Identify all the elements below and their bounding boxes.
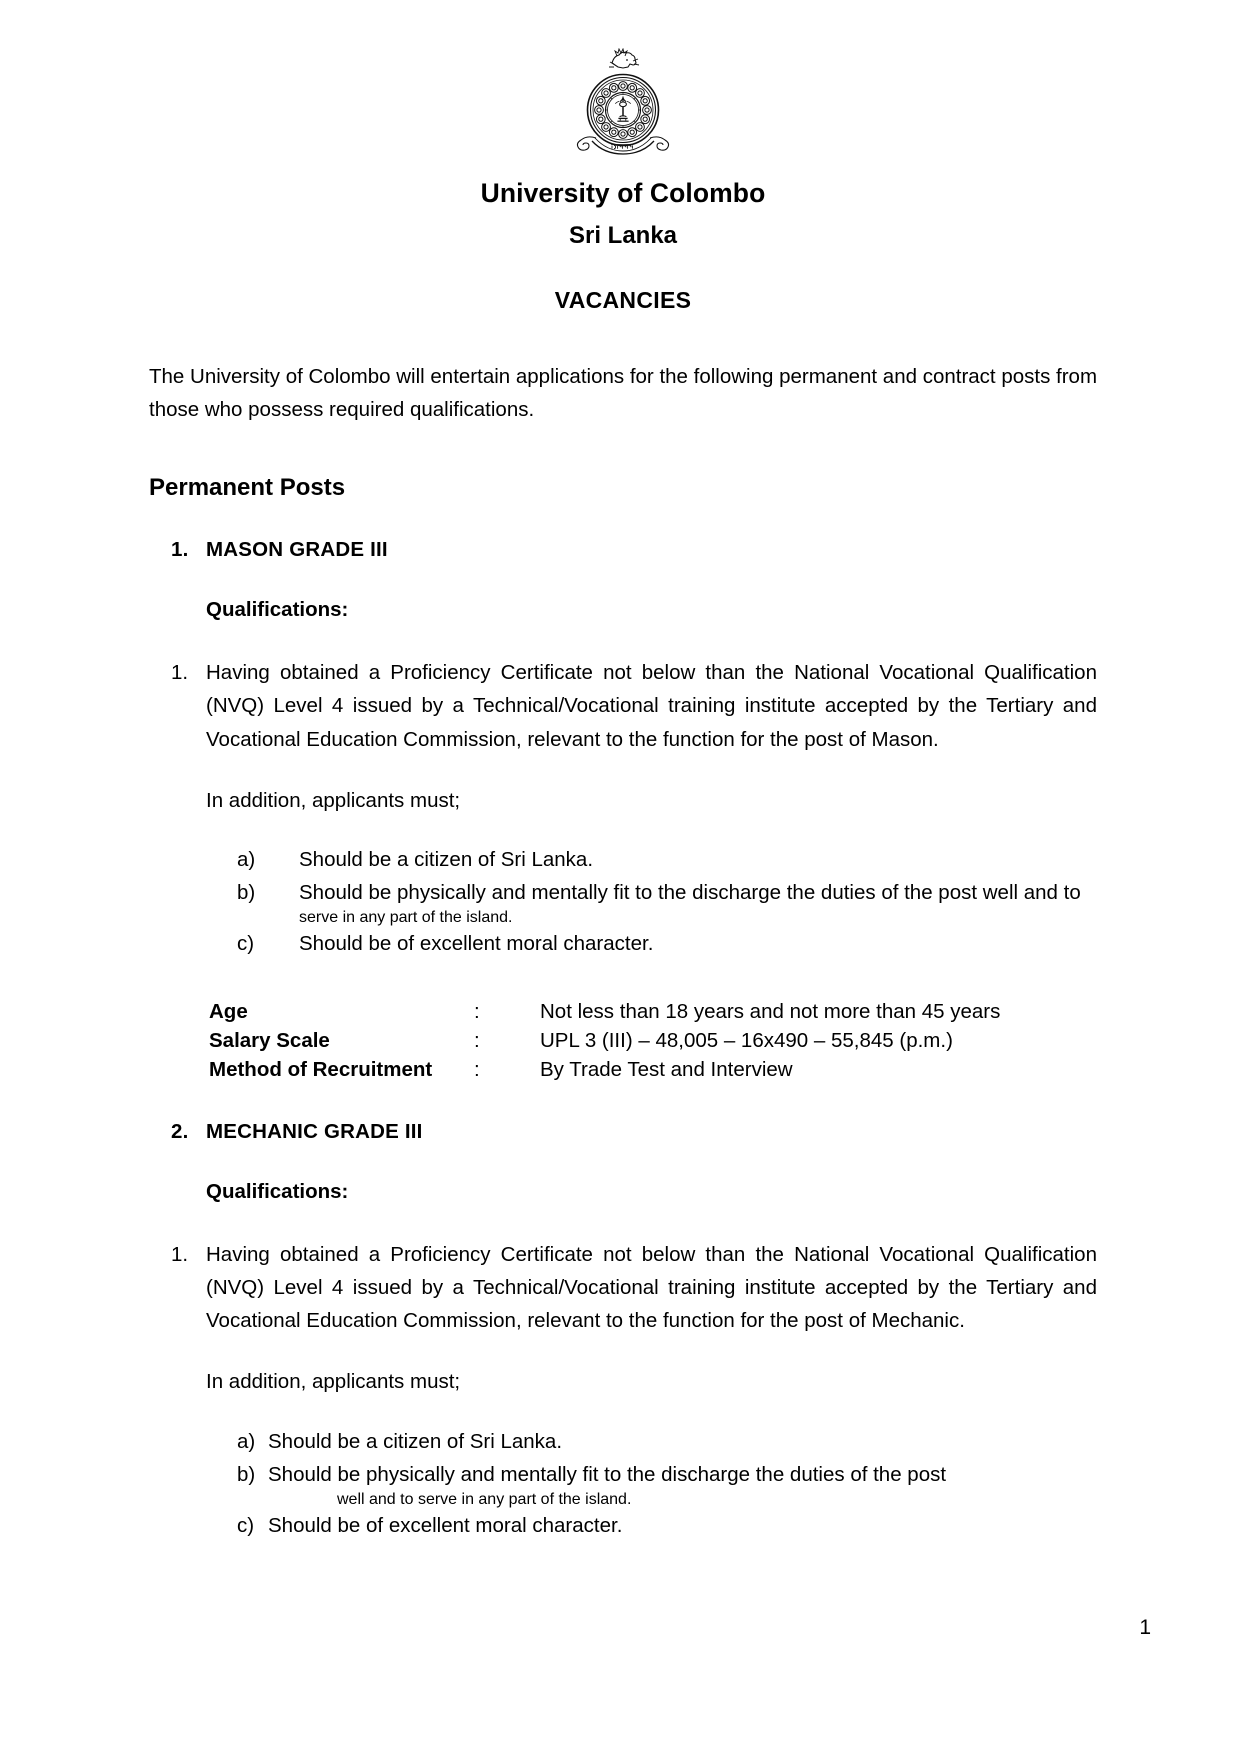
detail-separator: : [474, 999, 480, 1023]
list-item [237, 927, 1097, 960]
list-item-text: Should be physically and mentally fit to the discharge the duties of the post well and to [299, 881, 1081, 905]
conditions-list [149, 1399, 1097, 1543]
crest-container [149, 0, 1097, 165]
detail-key: Salary Scale [209, 1028, 330, 1052]
detail-value: By Trade Test and Interview [540, 1057, 793, 1081]
qualification-number: 1. [171, 1242, 189, 1266]
qualification-item [149, 1204, 1097, 1338]
list-item [237, 876, 1097, 909]
list-item [237, 843, 1097, 876]
list-item-label: a) [237, 1429, 256, 1453]
page-number: 1 [1139, 1616, 1151, 1639]
university-crest-icon [573, 48, 673, 165]
list-item-text: Should be a citizen of Sri Lanka. [299, 847, 594, 871]
list-item-text: Should be of excellent moral character. [299, 932, 654, 956]
post-entry [149, 502, 1097, 1084]
title-block [149, 165, 1097, 314]
list-item-label: a) [237, 847, 256, 871]
qualification-item [149, 622, 1097, 756]
list-item [237, 1425, 1097, 1458]
qualification-text: Having obtained a Proficiency Certificate not below than the National Vocational Qualification (NVQ) Level 4 issued by a Technical/Vocational training institute accepted by the Tertiary and Vocational Education Commission, relevant to the function for the post of Mason. [206, 661, 1097, 751]
intro-paragraph: The University of Colombo will entertain applications for the following permanent and contract posts from those who possess required qualifications. [149, 364, 1098, 421]
list-item-continuation: serve in any part of the island. [299, 909, 513, 927]
post-details-table [149, 961, 1097, 1084]
detail-separator: : [474, 1028, 480, 1052]
qualification-text: Having obtained a Proficiency Certificate not below than the National Vocational Qualification (NVQ) Level 4 issued by a Technical/Vocational training institute accepted by the Tertiary and Vocational Education Commission, relevant to the function for the post of Mechanic. [206, 1242, 1097, 1333]
post-heading [149, 538, 1097, 562]
list-item-label: b) [237, 1462, 256, 1486]
detail-separator: : [474, 1057, 480, 1081]
page-title: VACANCIES [554, 286, 692, 313]
list-item-text: Should be a citizen of Sri Lanka. [268, 1429, 563, 1453]
list-item-label: c) [237, 1514, 255, 1538]
list-item-text: Should be of excellent moral character. [268, 1514, 623, 1538]
post-title: MASON GRADE III [206, 538, 388, 562]
university-name: University of Colombo [480, 178, 766, 208]
section-heading-label: Permanent Posts [149, 474, 346, 502]
list-item-text: Should be physically and mentally fit to the discharge the duties of the post [268, 1462, 947, 1486]
detail-key: Age [209, 999, 248, 1023]
list-item-label: c) [237, 932, 255, 956]
post-entry [149, 1084, 1097, 1542]
conditions-list [149, 817, 1097, 961]
country-name: Sri Lanka [568, 221, 678, 249]
qualification-number: 1. [171, 661, 189, 685]
list-item-label: b) [237, 881, 256, 905]
table-row [209, 1055, 1097, 1084]
list-item [237, 1458, 1097, 1491]
detail-value: Not less than 18 years and not more than 45 years [540, 999, 1001, 1023]
post-heading [149, 1120, 1097, 1144]
table-row [209, 997, 1097, 1026]
table-row [209, 1026, 1097, 1055]
in-addition-text: In addition, applicants must; [206, 788, 461, 812]
in-addition-text: In addition, applicants must; [206, 1370, 461, 1394]
qualifications-label: Qualifications: [206, 1179, 349, 1203]
post-number: 2. [171, 1119, 189, 1143]
detail-key: Method of Recruitment [209, 1057, 433, 1081]
post-title: MECHANIC GRADE III [206, 1119, 423, 1143]
list-item [237, 1509, 1097, 1542]
qualifications-label: Qualifications: [206, 598, 349, 622]
list-item-continuation: well and to serve in any part of the island. [337, 1491, 632, 1509]
document-content [149, 0, 1097, 1542]
section-heading-permanent-posts [149, 426, 1097, 502]
post-number: 1. [171, 538, 189, 562]
detail-value: UPL 3 (III) – 48,005 – 16x490 – 55,845 (p.m.) [540, 1028, 953, 1052]
